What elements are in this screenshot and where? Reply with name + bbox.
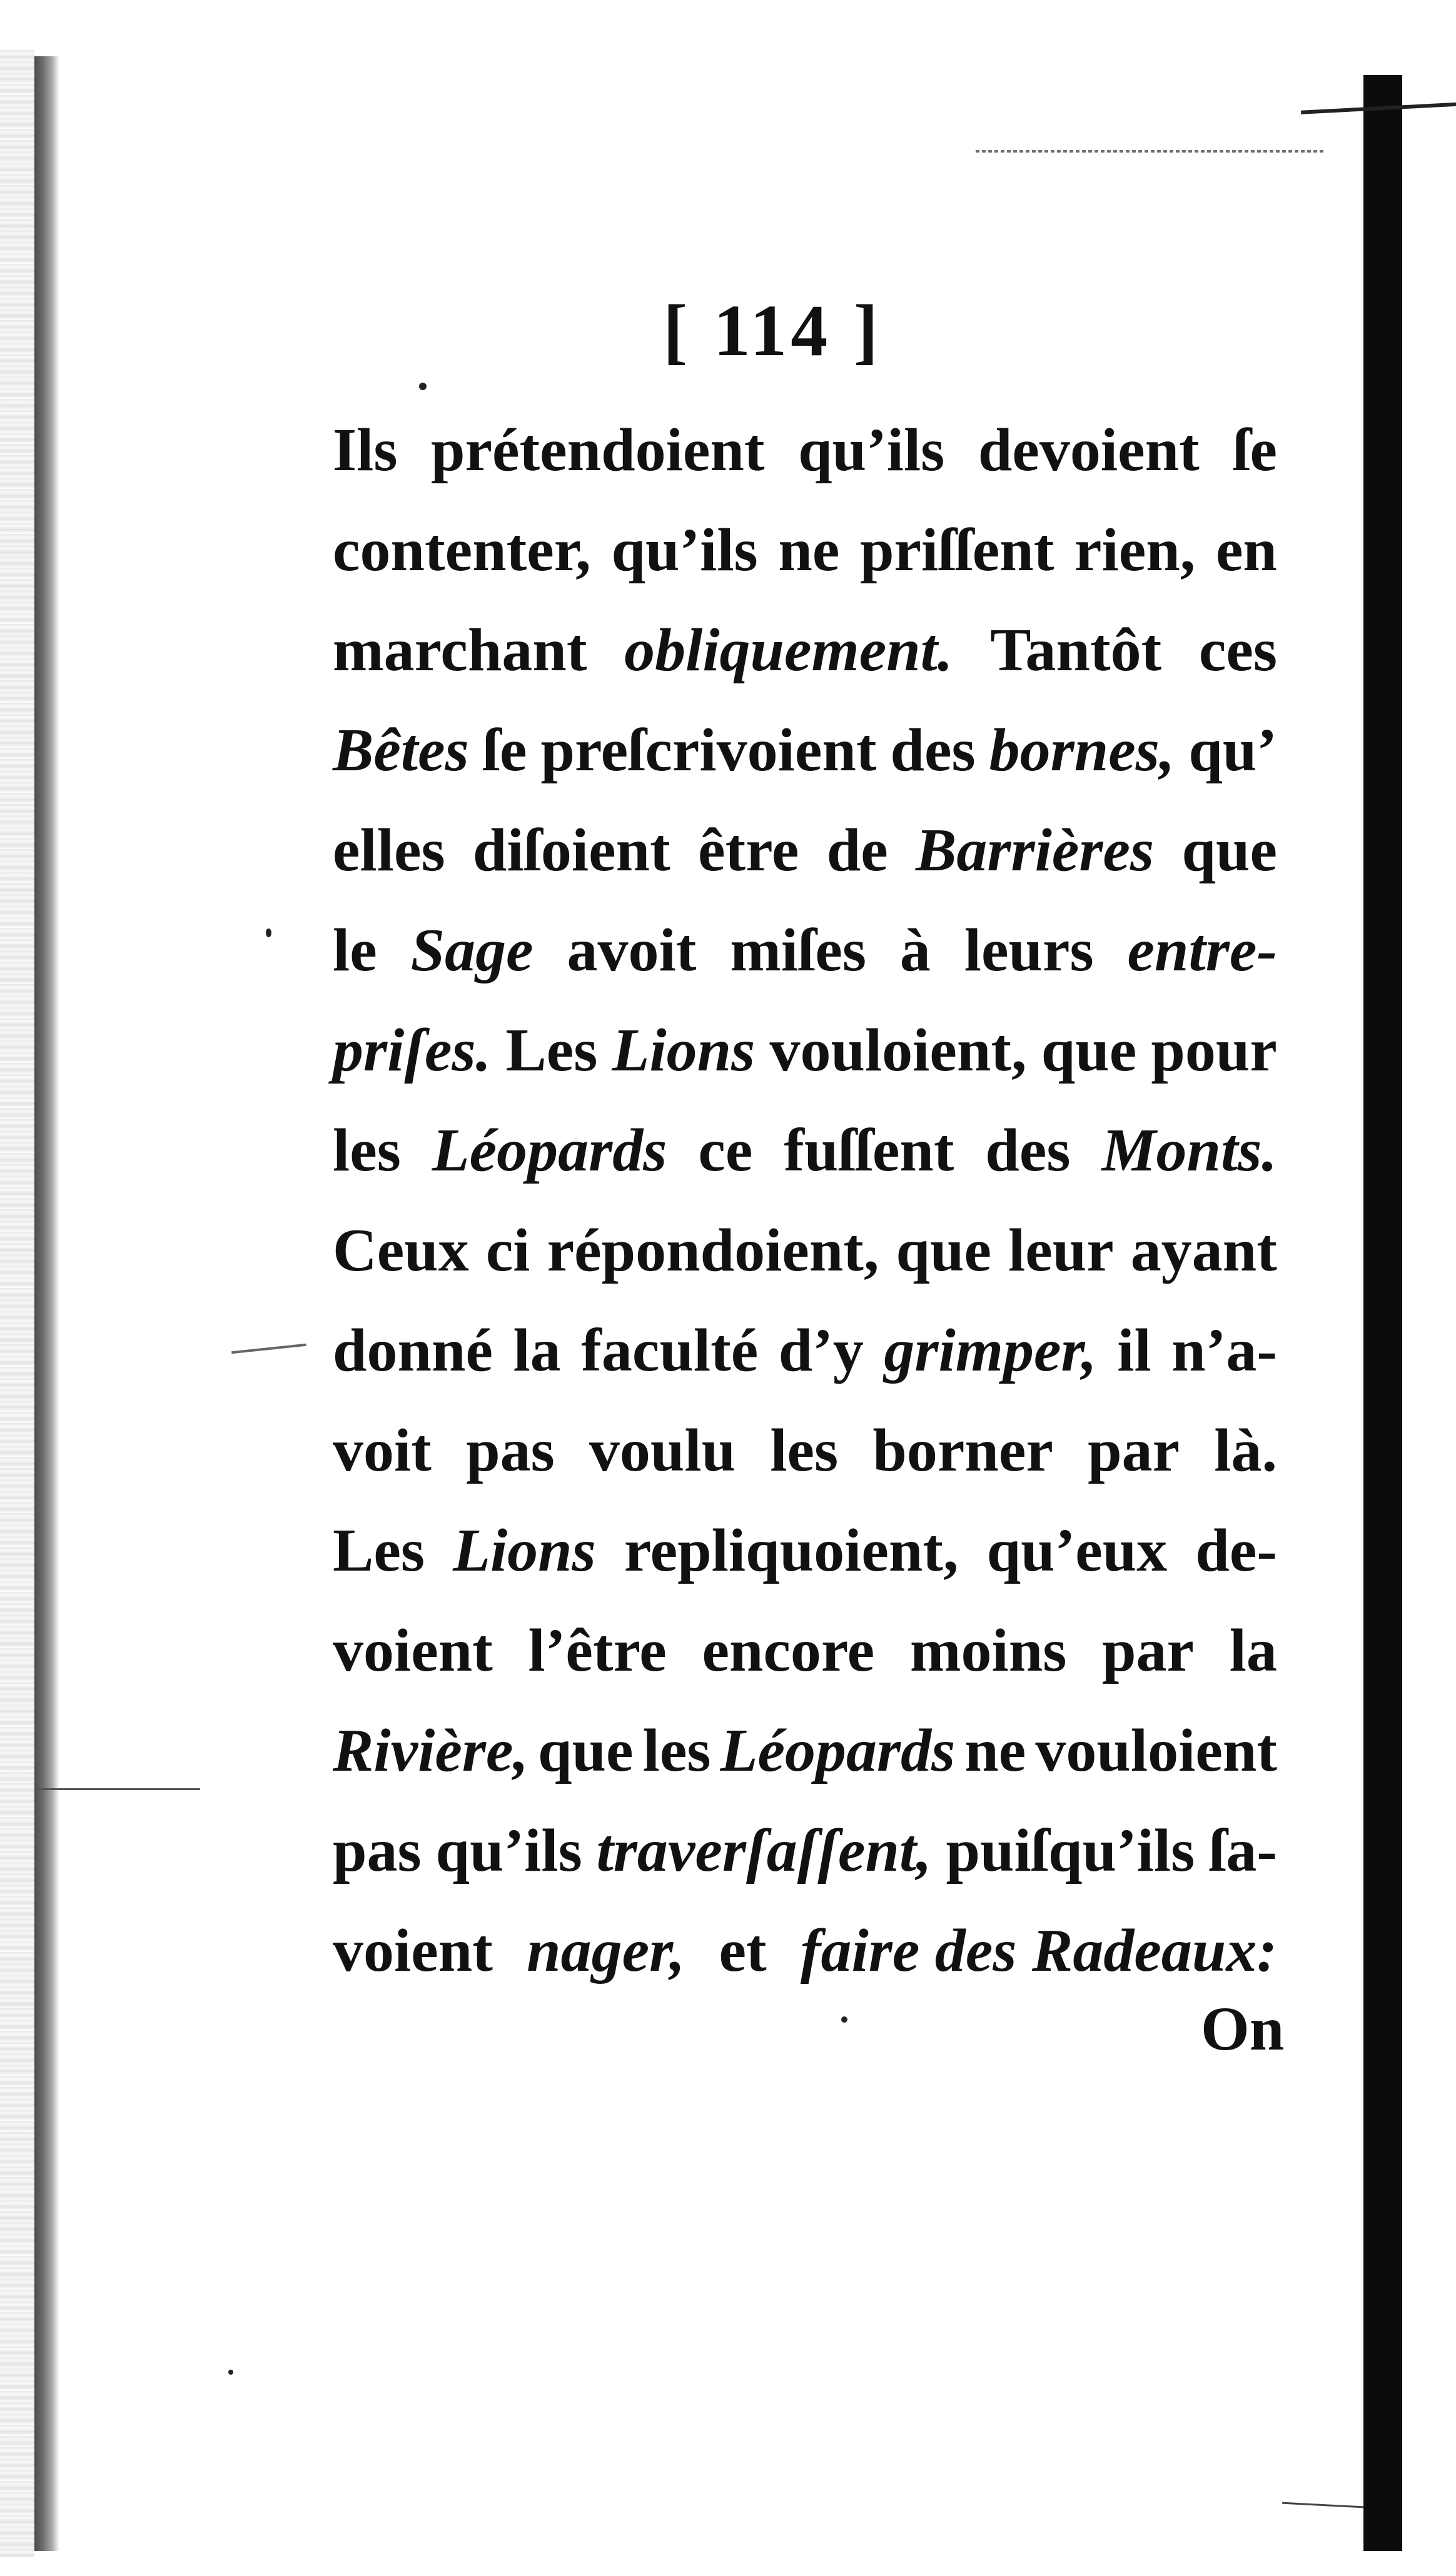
text-line	[333, 1801, 1277, 1901]
word: les	[642, 1717, 711, 1784]
italic-word: Léopards	[720, 1717, 956, 1784]
word: preſcrivoient	[540, 717, 877, 784]
text-line	[333, 1701, 1277, 1801]
italic-word: Rivière,	[333, 1717, 528, 1784]
word: qu’eux	[986, 1517, 1168, 1584]
italic-word: bornes,	[989, 717, 1175, 784]
word: vouloient	[1035, 1717, 1277, 1784]
word: fuſſent	[784, 1117, 954, 1184]
word: ne	[778, 516, 840, 584]
word: Tantôt	[990, 616, 1162, 684]
word: vouloient,	[769, 1017, 1027, 1084]
word: voient	[333, 1617, 493, 1684]
italic-word: priſes.	[333, 1017, 492, 1084]
word: Ceux	[333, 1217, 469, 1284]
text-line	[333, 700, 1277, 800]
word: les	[333, 1117, 401, 1184]
scan-edge-right	[1363, 75, 1402, 2551]
word: voient	[333, 1917, 493, 1985]
word: contenter,	[333, 516, 591, 584]
scan-gutter-speckle	[0, 50, 34, 2557]
word: ce	[698, 1117, 753, 1184]
word: ne	[964, 1717, 1026, 1784]
word: puiſqu’ils	[946, 1817, 1195, 1884]
word: d’y	[778, 1317, 864, 1384]
word: qu’	[1188, 717, 1277, 784]
ink-speck	[228, 2370, 233, 2375]
scan-gutter-left	[34, 56, 59, 2551]
catchword: On	[1201, 1994, 1285, 2063]
word: moins	[909, 1617, 1067, 1684]
italic-word: nager,	[527, 1917, 685, 1985]
scan-margin-mark	[231, 1344, 306, 1354]
word: pas	[333, 1817, 422, 1884]
word: priſſent	[860, 516, 1054, 584]
word: Ils	[333, 416, 398, 484]
word: qu’ils	[798, 416, 945, 484]
word: et	[719, 1917, 767, 1985]
word: repliquoient,	[624, 1517, 959, 1584]
word: des	[890, 717, 976, 784]
word: encore	[702, 1617, 875, 1684]
word: qu’ils	[435, 1817, 582, 1884]
word: la	[1229, 1617, 1277, 1684]
text-line	[333, 1901, 1277, 2001]
word: leurs	[964, 917, 1094, 984]
word: des	[985, 1117, 1071, 1184]
text-line	[333, 1000, 1277, 1100]
word: rien,	[1074, 516, 1196, 584]
word: le	[333, 917, 377, 984]
text-line	[333, 500, 1277, 600]
word: borner	[872, 1417, 1053, 1484]
italic-word: faire des Radeaux:	[800, 1917, 1277, 1985]
word: ſe	[482, 717, 527, 784]
word: ſa-	[1209, 1817, 1277, 1884]
word: voulu	[589, 1417, 736, 1484]
word: Les	[505, 1017, 598, 1084]
italic-word: Monts.	[1101, 1117, 1277, 1184]
word: marchant	[333, 616, 587, 684]
italic-word: Lions	[612, 1017, 756, 1084]
word: ſe	[1233, 416, 1277, 484]
italic-word: grimper,	[884, 1317, 1097, 1384]
word: Les	[333, 1517, 425, 1584]
word: miſes	[730, 917, 866, 984]
word: n’a-	[1171, 1317, 1277, 1384]
word: faculté	[581, 1317, 759, 1384]
italic-word: traverſaſſent,	[596, 1817, 932, 1884]
scan-bottom-stroke	[1282, 2502, 1363, 2508]
word: ci	[485, 1217, 530, 1284]
text-line	[333, 1200, 1277, 1301]
word: elles	[333, 817, 445, 884]
ink-speck	[841, 2016, 847, 2023]
word: les	[770, 1417, 839, 1484]
word: que	[1181, 817, 1277, 884]
word: à	[899, 917, 931, 984]
text-line	[333, 600, 1277, 700]
word: il	[1117, 1317, 1151, 1384]
italic-word: Barrières	[916, 817, 1155, 884]
page-number: [ 114 ]	[663, 289, 882, 371]
word: de	[826, 817, 888, 884]
text-line	[333, 900, 1277, 1000]
italic-word: Sage	[410, 917, 533, 984]
word: voit	[333, 1417, 432, 1484]
word: donné	[333, 1317, 493, 1384]
word: ayant	[1130, 1217, 1277, 1284]
text-line	[333, 800, 1277, 900]
italic-word: Lions	[453, 1517, 596, 1584]
text-line	[333, 1601, 1277, 1701]
word: être	[698, 817, 799, 884]
word: par	[1088, 1417, 1180, 1484]
italic-word: Bêtes	[333, 717, 469, 784]
word: pas	[466, 1417, 555, 1484]
word: répondoient,	[547, 1217, 879, 1284]
ink-speck	[419, 383, 427, 390]
word: de-	[1195, 1517, 1277, 1584]
scan-left-mark	[38, 1788, 200, 1790]
word: diſoient	[472, 817, 670, 884]
body-text	[333, 400, 1277, 2001]
word: que	[896, 1217, 991, 1284]
word: avoit	[567, 917, 697, 984]
word: ces	[1198, 616, 1277, 684]
word: leur	[1008, 1217, 1114, 1284]
word: en	[1215, 516, 1277, 584]
ink-speck	[266, 928, 271, 937]
text-line	[333, 1301, 1277, 1401]
word: là.	[1214, 1417, 1277, 1484]
word: devoient	[978, 416, 1200, 484]
text-line	[333, 1100, 1277, 1200]
text-line	[333, 1401, 1277, 1501]
word: que	[538, 1717, 634, 1784]
word: l’être	[528, 1617, 667, 1684]
word: que	[1041, 1017, 1137, 1084]
word: par	[1102, 1617, 1195, 1684]
word: la	[513, 1317, 561, 1384]
word: prétendoient	[431, 416, 765, 484]
word: qu’ils	[611, 516, 758, 584]
italic-word: entre-	[1127, 917, 1277, 984]
word: pour	[1151, 1017, 1277, 1084]
scan-top-rule	[976, 150, 1326, 153]
italic-word: obliquement.	[624, 616, 953, 684]
text-line	[333, 1501, 1277, 1601]
text-line	[333, 400, 1277, 500]
italic-word: Léopards	[432, 1117, 667, 1184]
